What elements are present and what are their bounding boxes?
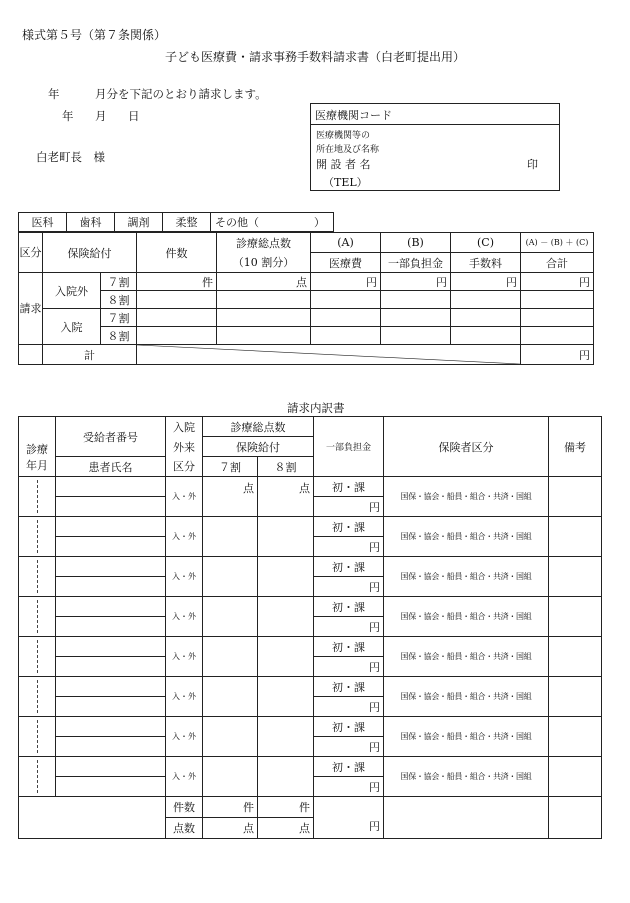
row-insurer-cell[interactable]: 国保・協会・船員・組合・共済・国組: [384, 717, 549, 757]
row-copay-cell[interactable]: 円: [314, 657, 384, 677]
col-type: 入院: [166, 417, 203, 437]
a-cell[interactable]: 円: [311, 273, 381, 291]
row-points-8[interactable]: [258, 597, 314, 637]
rate-label: ７割: [101, 309, 137, 327]
row-month-cell[interactable]: [19, 637, 56, 677]
detail-row: [19, 557, 602, 577]
seal-mark: 印: [527, 158, 538, 171]
count-cell[interactable]: [137, 327, 217, 345]
row-recipient-cell[interactable]: [56, 557, 166, 577]
summary-table: [18, 232, 594, 365]
a-cell[interactable]: [311, 309, 381, 327]
month-divider: [37, 640, 38, 673]
footer-points-7[interactable]: 点: [203, 818, 258, 839]
row-recipient-cell[interactable]: [56, 517, 166, 537]
col-patient: 患者氏名: [56, 457, 166, 477]
count-header: 件数: [137, 233, 217, 273]
row-insurer-cell[interactable]: 国保・協会・船員・組合・共済・国組: [384, 757, 549, 797]
strike-line: [137, 345, 520, 364]
points-cell[interactable]: [217, 327, 311, 345]
addressee: 白老町長 様: [36, 150, 105, 164]
rate-label: ８割: [101, 291, 137, 309]
row-patient-cell[interactable]: [56, 537, 166, 557]
row-type-cell[interactable]: 入・外: [166, 557, 203, 597]
row-type-cell[interactable]: 入・外: [166, 757, 203, 797]
row-patient-cell[interactable]: [56, 657, 166, 677]
row-visit-cell[interactable]: 初・課: [314, 477, 384, 497]
row-copay-cell[interactable]: 円: [314, 777, 384, 797]
row-visit-cell[interactable]: 初・課: [314, 597, 384, 617]
row-month-cell[interactable]: [19, 597, 56, 637]
c-cell[interactable]: [451, 309, 521, 327]
detail-row: [19, 637, 602, 657]
row-type-cell[interactable]: 入・外: [166, 517, 203, 557]
points-cell[interactable]: [217, 291, 311, 309]
footer-points-label: 点数: [166, 818, 203, 839]
row-month-cell[interactable]: [19, 677, 56, 717]
row-points-7[interactable]: [203, 637, 258, 677]
col-points: 診療総点数: [203, 417, 314, 437]
month-divider: [37, 720, 38, 753]
row-points-8[interactable]: 点: [258, 477, 314, 517]
row-insurer-cell[interactable]: 国保・協会・船員・組合・共済・国組: [384, 597, 549, 637]
b-cell[interactable]: [381, 327, 451, 345]
row-copay-cell[interactable]: 円: [314, 497, 384, 517]
detail-row: [19, 477, 602, 497]
row-notes-cell[interactable]: [549, 677, 602, 717]
total-header-top: (A) － (B) ＋ (C): [521, 233, 594, 253]
points-header: 診療総点数: [217, 233, 311, 253]
detail-row: [19, 677, 602, 697]
col-rate-7: ７割: [203, 457, 258, 477]
row-recipient-cell[interactable]: [56, 717, 166, 737]
row-month-cell[interactable]: [19, 757, 56, 797]
request-text: 月分を下記のとおり請求します。: [95, 87, 267, 101]
form-number: 様式第５号（第７条関係）: [22, 28, 167, 42]
row-copay-cell[interactable]: 円: [314, 577, 384, 597]
section-header: 区分: [19, 233, 43, 273]
month-divider: [37, 600, 38, 633]
detail-row: [19, 717, 602, 737]
institution-code-field[interactable]: [311, 104, 559, 125]
a-cell[interactable]: [311, 327, 381, 345]
founder-label: 開 設 者 名: [316, 158, 371, 171]
c-cell[interactable]: [451, 327, 521, 345]
claim-label: 請求: [19, 273, 43, 345]
col-notes: 備考: [549, 417, 602, 477]
row-recipient-cell[interactable]: [56, 637, 166, 657]
row-recipient-cell[interactable]: [56, 677, 166, 697]
col-type-3: 区分: [166, 457, 203, 477]
c-header-top: (C): [451, 233, 521, 253]
col-month: 診療: [19, 417, 56, 457]
row-patient-cell[interactable]: [56, 697, 166, 717]
row-notes-cell[interactable]: [549, 637, 602, 677]
row-patient-cell[interactable]: [56, 577, 166, 597]
tel-label: （TEL）: [323, 176, 368, 189]
row-points-7[interactable]: [203, 517, 258, 557]
points-header-sub: （10 割分）: [217, 253, 311, 273]
b-cell[interactable]: [381, 309, 451, 327]
date-year: 年: [62, 109, 74, 123]
row-month-cell[interactable]: [19, 557, 56, 597]
row-copay-cell[interactable]: 円: [314, 617, 384, 637]
institution-address-label-1: 医療機関等の: [316, 131, 371, 141]
a-header-top: (A): [311, 233, 381, 253]
row-points-8[interactable]: [258, 757, 314, 797]
row-insurer-cell[interactable]: 国保・協会・船員・組合・共済・国組: [384, 557, 549, 597]
date-month: 月: [95, 109, 107, 123]
month-divider: [37, 480, 38, 513]
outpatient-label: 入院外: [43, 273, 101, 309]
count-cell[interactable]: [137, 291, 217, 309]
total-strike-cell: [137, 345, 521, 365]
total-blank: [19, 345, 43, 365]
row-visit-cell[interactable]: 初・課: [314, 557, 384, 577]
institution-code-label: 医療機関コード: [315, 109, 392, 122]
row-points-7[interactable]: [203, 597, 258, 637]
row-points-8[interactable]: [258, 517, 314, 557]
row-points-7[interactable]: [203, 677, 258, 717]
month-divider: [37, 520, 38, 553]
row-points-8[interactable]: [258, 557, 314, 597]
category-medical[interactable]: 医科: [19, 213, 67, 232]
row-month-cell[interactable]: [19, 717, 56, 757]
row-month-cell[interactable]: [19, 477, 56, 517]
footer-insurer-blank: [384, 797, 549, 839]
row-notes-cell[interactable]: [549, 557, 602, 597]
total-cell[interactable]: [521, 309, 594, 327]
grand-total-label: 計: [43, 345, 137, 365]
total-cell[interactable]: [521, 327, 594, 345]
row-month-cell[interactable]: [19, 517, 56, 557]
category-other[interactable]: その他（ ）: [211, 213, 334, 232]
row-copay-cell[interactable]: 円: [314, 697, 384, 717]
footer-blank: [19, 797, 166, 839]
row-points-8[interactable]: [258, 677, 314, 717]
a-header-bottom: 医療費: [311, 253, 381, 273]
detail-row: [19, 517, 602, 537]
grand-total-cell[interactable]: 円: [521, 345, 594, 365]
total-header-bottom: 合計: [521, 253, 594, 273]
count-cell[interactable]: 件: [137, 273, 217, 291]
institution-address-label-2: 所在地及び名称: [316, 145, 380, 155]
row-insurer-cell[interactable]: 国保・協会・船員・組合・共済・国組: [384, 677, 549, 717]
insurance-header: 保険給付: [43, 233, 137, 273]
detail-title: 請求内訳書: [287, 401, 345, 415]
col-copay: 一部負担金: [314, 417, 384, 477]
row-insurer-cell[interactable]: 国保・協会・船員・組合・共済・国組: [384, 477, 549, 517]
footer-count-label: 件数: [166, 797, 203, 818]
rate-label: ８割: [101, 327, 137, 345]
footer-count-8[interactable]: 件: [258, 797, 314, 818]
row-patient-cell[interactable]: [56, 737, 166, 757]
row-insurer-cell[interactable]: 国保・協会・船員・組合・共済・国組: [384, 517, 549, 557]
col-type-2: 外来: [166, 437, 203, 457]
row-patient-cell[interactable]: [56, 497, 166, 517]
row-copay-cell[interactable]: 円: [314, 737, 384, 757]
b-cell[interactable]: 円: [381, 273, 451, 291]
col-insurance: 保険給付: [203, 437, 314, 457]
row-recipient-cell[interactable]: [56, 597, 166, 617]
c-cell[interactable]: 円: [451, 273, 521, 291]
inpatient-label: 入院: [43, 309, 101, 345]
row-recipient-cell[interactable]: [56, 757, 166, 777]
detail-rows: [19, 477, 602, 797]
points-cell[interactable]: [217, 309, 311, 327]
count-cell[interactable]: [137, 309, 217, 327]
total-cell[interactable]: [521, 291, 594, 309]
month-divider: [37, 560, 38, 593]
row-notes-cell[interactable]: [549, 717, 602, 757]
row-type-cell[interactable]: 入・外: [166, 717, 203, 757]
col-rate-8: ８割: [258, 457, 314, 477]
row-notes-cell[interactable]: [549, 757, 602, 797]
row-points-7[interactable]: [203, 757, 258, 797]
footer-copay[interactable]: 円: [314, 797, 384, 839]
c-cell[interactable]: [451, 291, 521, 309]
row-visit-cell[interactable]: 初・課: [314, 637, 384, 657]
detail-row: [19, 757, 602, 777]
row-copay-cell[interactable]: 円: [314, 537, 384, 557]
row-visit-cell[interactable]: 初・課: [314, 517, 384, 537]
row-notes-cell[interactable]: [549, 517, 602, 557]
b-header-top: (B): [381, 233, 451, 253]
row-points-7[interactable]: [203, 717, 258, 757]
b-cell[interactable]: [381, 291, 451, 309]
row-type-cell[interactable]: 入・外: [166, 597, 203, 637]
month-divider: [37, 680, 38, 713]
row-type-cell[interactable]: 入・外: [166, 637, 203, 677]
detail-row: [19, 597, 602, 617]
category-judo[interactable]: 柔整: [163, 213, 211, 232]
row-visit-cell[interactable]: 初・課: [314, 677, 384, 697]
footer-count-7[interactable]: 件: [203, 797, 258, 818]
row-notes-cell[interactable]: [549, 597, 602, 637]
row-recipient-cell[interactable]: [56, 477, 166, 497]
col-month-2: 年月: [19, 457, 56, 477]
row-visit-cell[interactable]: 初・課: [314, 757, 384, 777]
request-year: 年: [48, 87, 60, 101]
rate-label: ７割: [101, 273, 137, 291]
row-patient-cell[interactable]: [56, 617, 166, 637]
date-day: 日: [128, 109, 140, 123]
institution-box: [310, 103, 560, 191]
row-type-cell[interactable]: 入・外: [166, 677, 203, 717]
row-points-8[interactable]: [258, 637, 314, 677]
c-header-bottom: 手数料: [451, 253, 521, 273]
total-cell[interactable]: 円: [521, 273, 594, 291]
detail-table: [18, 416, 602, 839]
document-title: 子ども医療費・請求事務手数料請求書（白老町提出用）: [165, 50, 466, 64]
category-dental[interactable]: 歯科: [67, 213, 115, 232]
row-points-7[interactable]: 点: [203, 477, 258, 517]
b-header-bottom: 一部負担金: [381, 253, 451, 273]
footer-notes-blank: [549, 797, 602, 839]
col-insurer: 保険者区分: [384, 417, 549, 477]
footer-points-8[interactable]: 点: [258, 818, 314, 839]
category-pharmacy[interactable]: 調剤: [115, 213, 163, 232]
row-notes-cell[interactable]: [549, 477, 602, 517]
category-row: [18, 212, 334, 232]
row-type-cell[interactable]: 入・外: [166, 477, 203, 517]
a-cell[interactable]: [311, 291, 381, 309]
row-points-7[interactable]: [203, 557, 258, 597]
row-patient-cell[interactable]: [56, 777, 166, 797]
points-cell[interactable]: 点: [217, 273, 311, 291]
row-insurer-cell[interactable]: 国保・協会・船員・組合・共済・国組: [384, 637, 549, 677]
row-points-8[interactable]: [258, 717, 314, 757]
col-recipient: 受給者番号: [56, 417, 166, 457]
row-visit-cell[interactable]: 初・課: [314, 717, 384, 737]
month-divider: [37, 760, 38, 793]
